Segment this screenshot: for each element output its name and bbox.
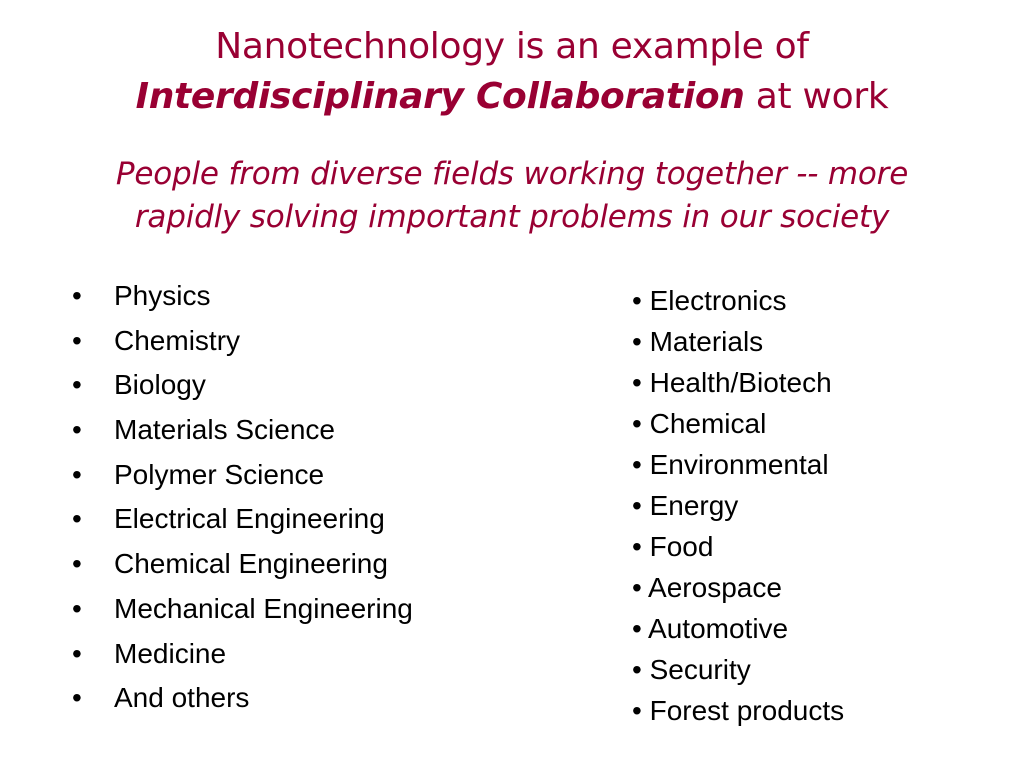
field-label: Mechanical Engineering bbox=[114, 592, 413, 624]
list-item bbox=[632, 526, 844, 567]
list-item bbox=[68, 497, 413, 542]
field-label: And others bbox=[114, 682, 250, 714]
bullet-icon: • bbox=[72, 414, 82, 446]
bullet-icon: • bbox=[632, 613, 649, 644]
bullet-icon: • bbox=[72, 458, 82, 490]
field-label: Polymer Science bbox=[114, 458, 325, 490]
bullet-icon: • bbox=[72, 280, 82, 311]
list-item bbox=[68, 587, 413, 632]
application-label: Food bbox=[649, 531, 714, 562]
list-item bbox=[68, 319, 413, 364]
list-item bbox=[68, 676, 413, 721]
field-label: Chemistry bbox=[114, 324, 241, 356]
field-label: Medicine bbox=[114, 637, 227, 669]
bullet-icon: • bbox=[72, 592, 82, 624]
bullet-icon: • bbox=[632, 572, 649, 603]
title-line-1: Nanotechnology is an example of bbox=[215, 26, 809, 67]
application-label: Security bbox=[649, 654, 751, 685]
bullet-icon: • bbox=[632, 531, 650, 562]
list-item bbox=[68, 632, 413, 677]
list-item bbox=[68, 453, 413, 498]
bullet-icon: • bbox=[632, 490, 650, 521]
application-label: Energy bbox=[649, 490, 739, 521]
application-label: Forest products bbox=[649, 695, 845, 726]
bullet-icon: • bbox=[72, 369, 82, 401]
application-label: Electronics bbox=[649, 285, 787, 316]
list-item bbox=[632, 280, 844, 321]
bullet-icon: • bbox=[72, 324, 82, 356]
bullet-icon: • bbox=[632, 326, 650, 357]
title-line-2 bbox=[0, 72, 1024, 122]
subtitle-line-1: People from diverse fields working together -- more bbox=[115, 156, 909, 192]
list-item bbox=[632, 608, 844, 649]
application-label: Environmental bbox=[649, 449, 829, 480]
bullet-icon: • bbox=[632, 408, 650, 439]
application-label: Chemical bbox=[649, 408, 767, 439]
bullet-icon: • bbox=[632, 449, 650, 480]
bullet-icon: • bbox=[72, 682, 82, 714]
applications-list bbox=[632, 280, 844, 731]
list-item bbox=[632, 649, 844, 690]
application-label: Aerospace bbox=[648, 572, 782, 603]
list-item bbox=[632, 485, 844, 526]
title-suffix: at work bbox=[744, 76, 889, 117]
field-label: Physics bbox=[114, 280, 211, 311]
fields-list bbox=[68, 274, 413, 721]
bullet-icon: • bbox=[72, 548, 82, 580]
application-label: Materials bbox=[649, 326, 764, 357]
subtitle-line-2: rapidly solving important problems in our society bbox=[134, 199, 890, 235]
slide-subtitle bbox=[0, 153, 1024, 239]
slide-title bbox=[0, 22, 1024, 122]
bullet-icon: • bbox=[632, 367, 650, 398]
application-label: Automotive bbox=[648, 613, 789, 644]
list-item bbox=[632, 403, 844, 444]
list-item bbox=[632, 444, 844, 485]
bullet-icon: • bbox=[72, 503, 82, 535]
list-item bbox=[632, 362, 844, 403]
field-label: Electrical Engineering bbox=[114, 503, 385, 535]
field-label: Biology bbox=[114, 369, 206, 401]
bullet-icon: • bbox=[72, 637, 82, 669]
list-item bbox=[632, 321, 844, 362]
application-label: Health/Biotech bbox=[649, 367, 832, 398]
field-label: Chemical Engineering bbox=[114, 548, 388, 580]
list-item bbox=[632, 567, 844, 608]
list-item bbox=[632, 690, 844, 731]
list-item bbox=[68, 363, 413, 408]
list-item bbox=[68, 274, 413, 319]
field-label: Materials Science bbox=[114, 414, 335, 446]
bullet-icon: • bbox=[632, 654, 650, 685]
bullet-icon: • bbox=[632, 285, 650, 316]
list-item bbox=[68, 542, 413, 587]
list-item bbox=[68, 408, 413, 453]
bullet-icon: • bbox=[632, 695, 650, 726]
title-emphasis: Interdisciplinary Collaboration bbox=[135, 76, 745, 117]
